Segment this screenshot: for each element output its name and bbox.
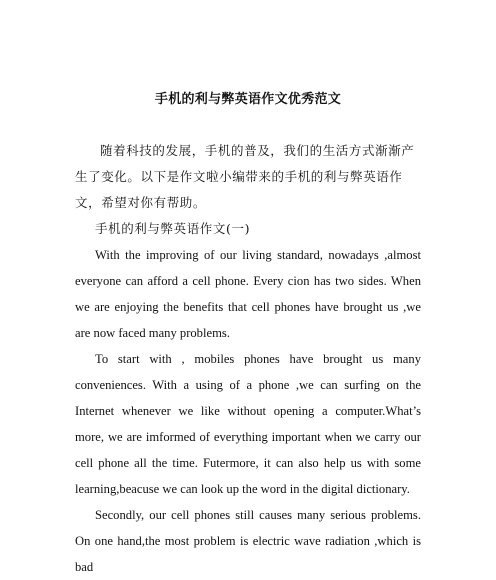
essay-paragraph-3: Secondly, our cell phones still causes many serious problems. On one hand,the most problem is electric wave radiation ,which is bad	[75, 508, 421, 574]
essay-paragraph-2: To start with , mobiles phones have brought us many conveniences. With a using of a phone ,we can surfing on the Internet whenever we like without opening a computer.What’s more, we are imformed of everything important when we carry our cell phone all the time. Futermore, it can also help us with some learning,beacuse we can look up the word in the digital dictionary.	[75, 352, 421, 496]
section-subtitle: 手机的利与弊英语作文(一)	[95, 221, 251, 236]
essay-paragraph-1: With the improving of our living standard, nowadays ,almost everyone can afford a cell phone. Every cion has two sides. When we are enjoying the benefits that cell phones have brought us ,we are now faced many problems.	[75, 248, 421, 340]
intro-paragraph: 随着科技的发展，手机的普及，我们的生活方式渐渐产生了变化。以下是作文啦小编带来的手机的利与弊英语作文，希望对你有帮助。	[75, 143, 415, 210]
document-title: 手机的利与弊英语作文优秀范文	[154, 92, 342, 107]
